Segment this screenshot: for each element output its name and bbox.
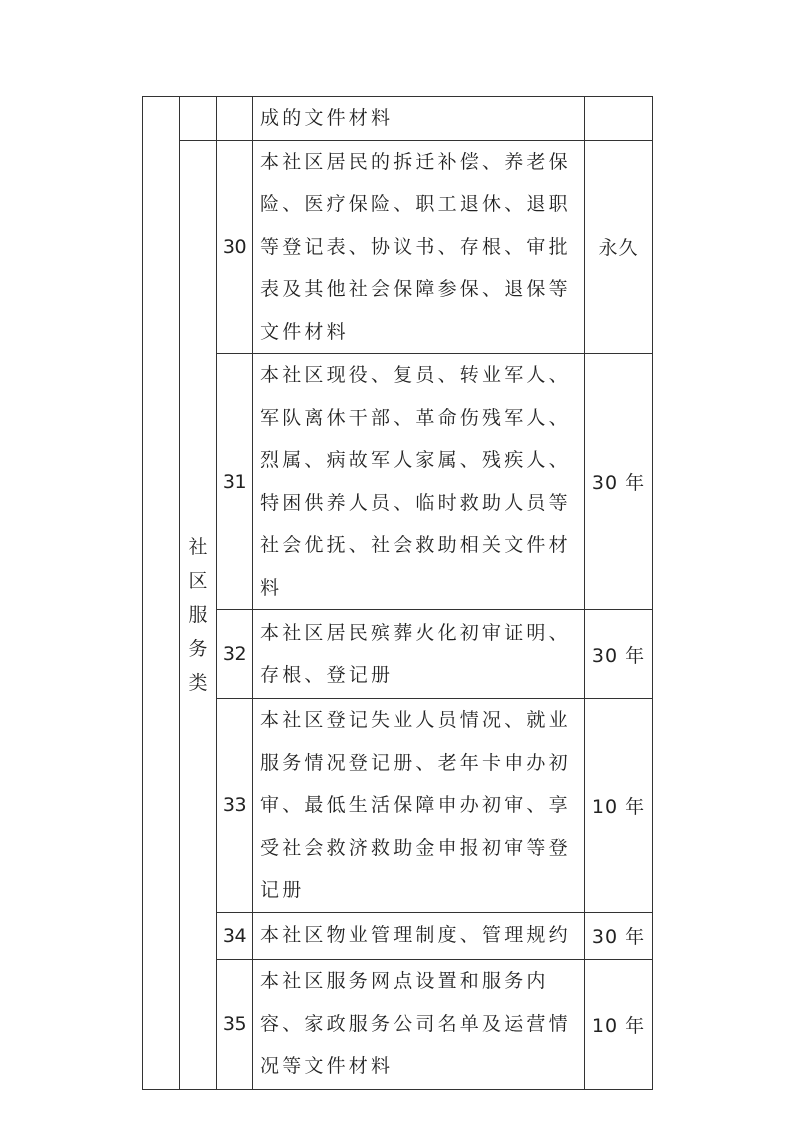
- period-cell-continued: [585, 97, 653, 141]
- item-number: 32: [217, 610, 253, 699]
- retention-period: 30 年: [585, 354, 653, 610]
- table-row: [143, 354, 653, 610]
- category-cell-continued: [180, 97, 217, 141]
- item-number: 30: [217, 140, 253, 354]
- content-cell-continued: 成的文件材料: [253, 97, 585, 141]
- table-row: [143, 959, 653, 1089]
- retention-period: 永久: [585, 140, 653, 354]
- item-content: 本社区登记失业人员情况、就业服务情况登记册、老年卡申办初审、最低生活保障申办初审、享受社会救济救助金申报初审等登记册: [253, 699, 585, 913]
- records-retention-table: [142, 96, 653, 1090]
- table-row: [143, 610, 653, 699]
- retention-period: 30 年: [585, 912, 653, 959]
- item-number: 31: [217, 354, 253, 610]
- item-content: 本社区物业管理制度、管理规约: [253, 912, 585, 959]
- item-number: 33: [217, 699, 253, 913]
- category-cell: [180, 140, 217, 1089]
- table-row: [143, 912, 653, 959]
- retention-period: 30 年: [585, 610, 653, 699]
- item-content: 本社区服务网点设置和服务内容、家政服务公司名单及运营情况等文件材料: [253, 959, 585, 1089]
- item-number: 34: [217, 912, 253, 959]
- retention-period: 10 年: [585, 959, 653, 1089]
- table-row-continued: [143, 97, 653, 141]
- table-row: [143, 699, 653, 913]
- item-content: 本社区现役、复员、转业军人、军队离休干部、革命伤残军人、烈属、病故军人家属、残疾人、特困供养人员、临时救助人员等社会优抚、社会救助相关文件材料: [253, 354, 585, 610]
- retention-period: 10 年: [585, 699, 653, 913]
- item-content: 本社区居民的拆迁补偿、养老保险、医疗保险、职工退休、退职等登记表、协议书、存根、审批表及其他社会保障参保、退保等文件材料: [253, 140, 585, 354]
- item-content: 本社区居民殡葬火化初审证明、存根、登记册: [253, 610, 585, 699]
- outer-group-cell: [143, 97, 180, 1090]
- table-row: [143, 140, 653, 354]
- number-cell-continued: [217, 97, 253, 141]
- item-number: 35: [217, 959, 253, 1089]
- category-label: 社区服务类: [188, 535, 208, 694]
